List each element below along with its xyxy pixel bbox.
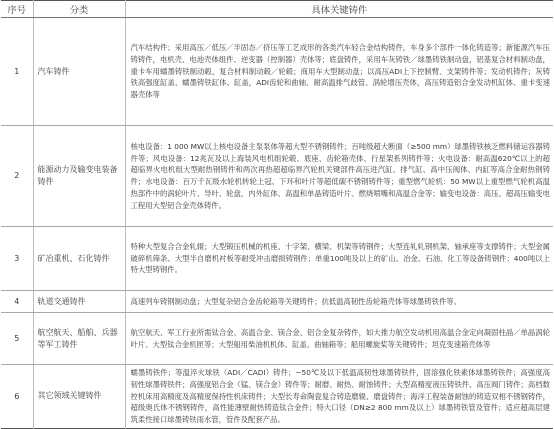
header-number: 序号 bbox=[1, 1, 33, 18]
row-number: 2 bbox=[1, 126, 33, 227]
row-category: 航空航天、船舶、兵器等军工铸件 bbox=[33, 313, 125, 365]
row-number: 4 bbox=[1, 291, 33, 313]
header-key-castings: 具体关键铸件 bbox=[125, 1, 553, 18]
row-number: 1 bbox=[1, 18, 33, 126]
row-category: 轨道交通铸件 bbox=[33, 291, 125, 313]
table-row bbox=[1, 126, 553, 227]
header-category: 分类 bbox=[33, 1, 125, 18]
table-row bbox=[1, 227, 553, 291]
row-key-castings: 高速列车铸钢制动盘；大型复杂铝合金齿轮箱等关键铸件；抗低温高韧性齿轮箱壳体等球墨铸铁件等。 bbox=[125, 291, 553, 313]
row-category: 能源动力及输变电装备铸件 bbox=[33, 126, 125, 227]
table-row bbox=[1, 313, 553, 365]
row-number: 3 bbox=[1, 227, 33, 291]
key-castings-table bbox=[1, 0, 553, 429]
row-category: 其它领域关键铸件 bbox=[33, 365, 125, 429]
table-row bbox=[1, 365, 553, 429]
row-key-castings: 汽车结构件；采用高压／低压／半固态／挤压等工艺成形的各类汽车轻合金结构铸件，车身多个部件一体化铸造等；新能源汽车压铸铸件，电机壳、电池壳体组件、逆变器（控制器）壳体等；底盘铸件，采用车灰铸铁／球墨铸铁制动盘，铝基复合材料制动盘，重卡车用蠕墨铸铁制动毂，复合材料制动毂／轮毂；商用车大型制动盘；以高压ADI上下控制臂、支架铸件等；发动机铸件；灰铸铁高强度缸盖、蠕墨铸铁缸体、缸盖，ADI齿轮和曲轴、耐高温排气歧管、涡轮增压壳体，高压铸造铝合金发动机缸体、重卡变速器壳体等 bbox=[125, 18, 553, 126]
row-key-castings: 核电设备：1 000 MW以上核电设备主泵泵体等超大型不锈钢铸件；百吨级超大断面（≥500 mm）球墨铸铁核乏燃料储运容器铸件等；风电设备：12兆瓦及以上海装风电机组轮毂、底座、齿轮箱壳体、行星架系列铸件等；火电设备：耐高温620℃以上的超超临界火电机组大型耐热钢铸件和两次再热超超临界汽轮机关键部件高压进汽缸、排气缸、高中压阀体、内缸等高合金耐热钢铸件；水电设备：百万千瓦级水轮机转轮上冠、下环和叶片等超低碳不锈钢铸件等；重型燃气轮机：50 MW以上重型燃气轮机高温热部件中的涡轮叶片、导叶、轮盘、内外缸体、高温和单晶铸造叶片、燃烧喷嘴和高温合金等；输变电设备：高压、超高压输变电工程用大型铝合金壳体铸件。 bbox=[125, 126, 553, 227]
row-key-castings: 航空航天、军工行业所需钛合金、高温合金、镁合金、铝合金复杂铸件，如大推力航空发动机用高温合金定向凝固柱晶／单晶涡轮叶片、大型钛合金机匣等；大型船用柴油机机体、缸盖、曲轴箱等；船用螺旋桨等关键铸件；坦克变速箱壳体等 bbox=[125, 313, 553, 365]
row-number: 6 bbox=[14, 391, 20, 401]
table-row bbox=[1, 291, 553, 313]
row-category: 矿冶重机、石化铸件 bbox=[33, 227, 125, 291]
row-category: 汽车铸件 bbox=[33, 18, 125, 126]
row-key-castings: 蠕墨铸铁件；等温淬火球铁（ADI／CADI）铸件；−50℃及以下低温高韧性球墨铸铁件，固溶强化铁素体球墨铸铁件；高强度高韧性球墨铸铁件；高强度铝合金（锰、镁合金）铸件等；耐磨、耐热、耐蚀铸件；大型高精度液压铸铁件、高压阀门铸件；高档数控机床用高精度及高精度保持性机床铸件；大型长寿命陶瓷复合铸造磨辊、磨盘铸件；海洋工程装备耐蚀的铸造双相不锈钢铸件，超级奥氏体不锈钢铸件，高性能薄壁耐热铸造钛合金件；特大口径（DN≥2 800 mm及以上）球墨铸铁管及管件；适应超高层建筑柔性接口球墨铸铁雨水管，管件及配套产品。 bbox=[125, 365, 553, 429]
row-number: 5 bbox=[1, 313, 33, 365]
table-row bbox=[1, 18, 553, 126]
table-header-row bbox=[1, 1, 553, 18]
row-key-castings: 特种大型复合合金轧辊；大型锻压机械的机座、十字架、横梁、机架等铸钢件；大型连轧轧钢机架、轴承座等支撑铸件；大型金属破碎机筛条、大型半自磨机衬板等耐受冲击磨损铸钢件；单重100吨及以上的矿山、冶金、石油、化工等设备铸钢件；400吨以上特大型铸钢件。 bbox=[125, 227, 553, 291]
